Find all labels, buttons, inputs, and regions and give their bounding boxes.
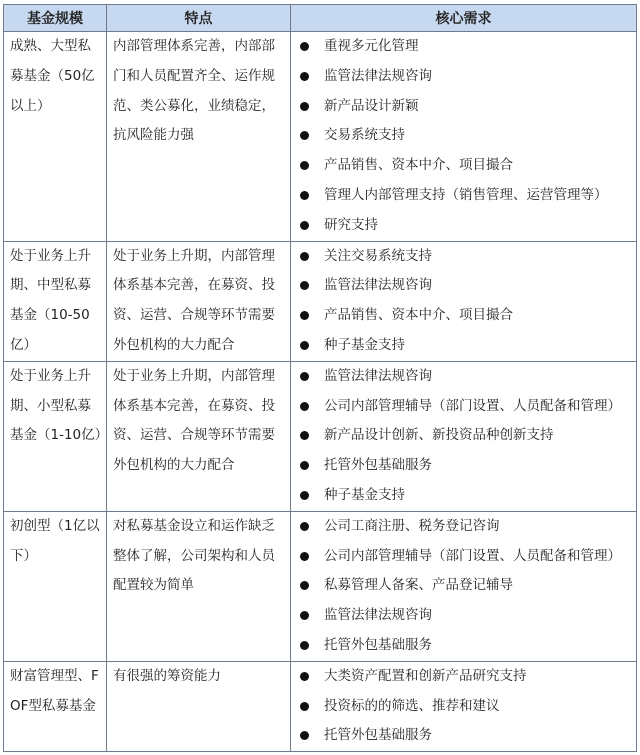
- header-feature: 特点: [107, 5, 291, 32]
- list-item: 私募管理人备案、产品登记辅导: [297, 571, 632, 601]
- scale-cell: 财富管理型、FOF型私募基金: [4, 661, 107, 751]
- bullet-icon: [300, 672, 309, 681]
- table-row: [4, 32, 637, 242]
- scale-cell: 成熟、大型私募基金（50亿以上）: [4, 32, 107, 242]
- bullet-icon: [300, 431, 309, 440]
- feature-cell: 对私募基金设立和运作缺乏整体了解，公司架构和人员配置较为简单: [107, 511, 291, 661]
- bullet-icon: [300, 221, 309, 230]
- bullet-icon: [300, 402, 309, 411]
- list-item: 监管法律法规咨询: [297, 62, 632, 92]
- fund-needs-table: [3, 4, 637, 752]
- list-item: 投资标的的筛选、推荐和建议: [297, 692, 632, 722]
- bullet-icon: [300, 252, 309, 261]
- list-item: 托管外包基础服务: [297, 631, 632, 661]
- header-row: [4, 5, 637, 32]
- list-item: 托管外包基础服务: [297, 451, 632, 481]
- list-item: 管理人内部管理支持（销售管理、运营管理等）: [297, 181, 632, 211]
- needs-list: [297, 242, 632, 361]
- bullet-icon: [300, 372, 309, 381]
- scale-cell: 初创型（1亿以下）: [4, 511, 107, 661]
- list-item: 重视多元化管理: [297, 32, 632, 62]
- bullet-icon: [300, 581, 309, 590]
- list-item: 研究支持: [297, 211, 632, 241]
- needs-list: [297, 512, 632, 661]
- bullet-icon: [300, 522, 309, 531]
- list-item: 监管法律法规咨询: [297, 601, 632, 631]
- list-item: 大类资产配置和创新产品研究支持: [297, 662, 632, 692]
- feature-cell: 处于业务上升期，内部管理体系基本完善，在募资、投资、运营、合规等环节需要外包机构的大力配合: [107, 241, 291, 361]
- needs-cell: [291, 511, 637, 661]
- scale-cell: 处于业务上升期、中型私募基金（10-50亿）: [4, 241, 107, 361]
- bullet-icon: [300, 341, 309, 350]
- list-item: 新产品设计新颖: [297, 92, 632, 122]
- table-row: [4, 241, 637, 361]
- feature-cell: 有很强的筹资能力: [107, 661, 291, 751]
- bullet-icon: [300, 42, 309, 51]
- bullet-icon: [300, 641, 309, 650]
- table-row: [4, 661, 637, 751]
- list-item: 新产品设计创新、新投资品种创新支持: [297, 421, 632, 451]
- bullet-icon: [300, 552, 309, 561]
- bullet-icon: [300, 191, 309, 200]
- needs-cell: [291, 661, 637, 751]
- feature-cell: 内部管理体系完善，内部部门和人员配置齐全、运作规范、类公募化，业绩稳定，抗风险能力强: [107, 32, 291, 242]
- header-scale: 基金规模: [4, 5, 107, 32]
- list-item: 监管法律法规咨询: [297, 271, 632, 301]
- list-item: 监管法律法规咨询: [297, 362, 632, 392]
- header-needs: 核心需求: [291, 5, 637, 32]
- bullet-icon: [300, 131, 309, 140]
- needs-cell: [291, 361, 637, 511]
- list-item: 交易系统支持: [297, 121, 632, 151]
- bullet-icon: [300, 731, 309, 740]
- needs-cell: [291, 32, 637, 242]
- list-item: 产品销售、资本中介、项目撮合: [297, 151, 632, 181]
- needs-list: [297, 362, 632, 511]
- bullet-icon: [300, 161, 309, 170]
- table-row: [4, 361, 637, 511]
- bullet-icon: [300, 702, 309, 711]
- scale-cell: 处于业务上升期、小型私募基金（1-10亿）: [4, 361, 107, 511]
- list-item: 公司工商注册、税务登记咨询: [297, 512, 632, 542]
- needs-cell: [291, 241, 637, 361]
- bullet-icon: [300, 461, 309, 470]
- bullet-icon: [300, 311, 309, 320]
- list-item: 公司内部管理辅导（部门设置、人员配备和管理）: [297, 542, 632, 572]
- bullet-icon: [300, 611, 309, 620]
- list-item: 种子基金支持: [297, 481, 632, 511]
- list-item: 关注交易系统支持: [297, 242, 632, 272]
- bullet-icon: [300, 72, 309, 81]
- bullet-icon: [300, 281, 309, 290]
- feature-cell: 处于业务上升期，内部管理体系基本完善，在募资、投资、运营、合规等环节需要外包机构的大力配合: [107, 361, 291, 511]
- table-row: [4, 511, 637, 661]
- list-item: 公司内部管理辅导（部门设置、人员配备和管理）: [297, 392, 632, 422]
- list-item: 产品销售、资本中介、项目撮合: [297, 301, 632, 331]
- list-item: 种子基金支持: [297, 331, 632, 361]
- needs-list: [297, 662, 632, 751]
- bullet-icon: [300, 491, 309, 500]
- bullet-icon: [300, 102, 309, 111]
- needs-list: [297, 32, 632, 241]
- list-item: 托管外包基础服务: [297, 721, 632, 751]
